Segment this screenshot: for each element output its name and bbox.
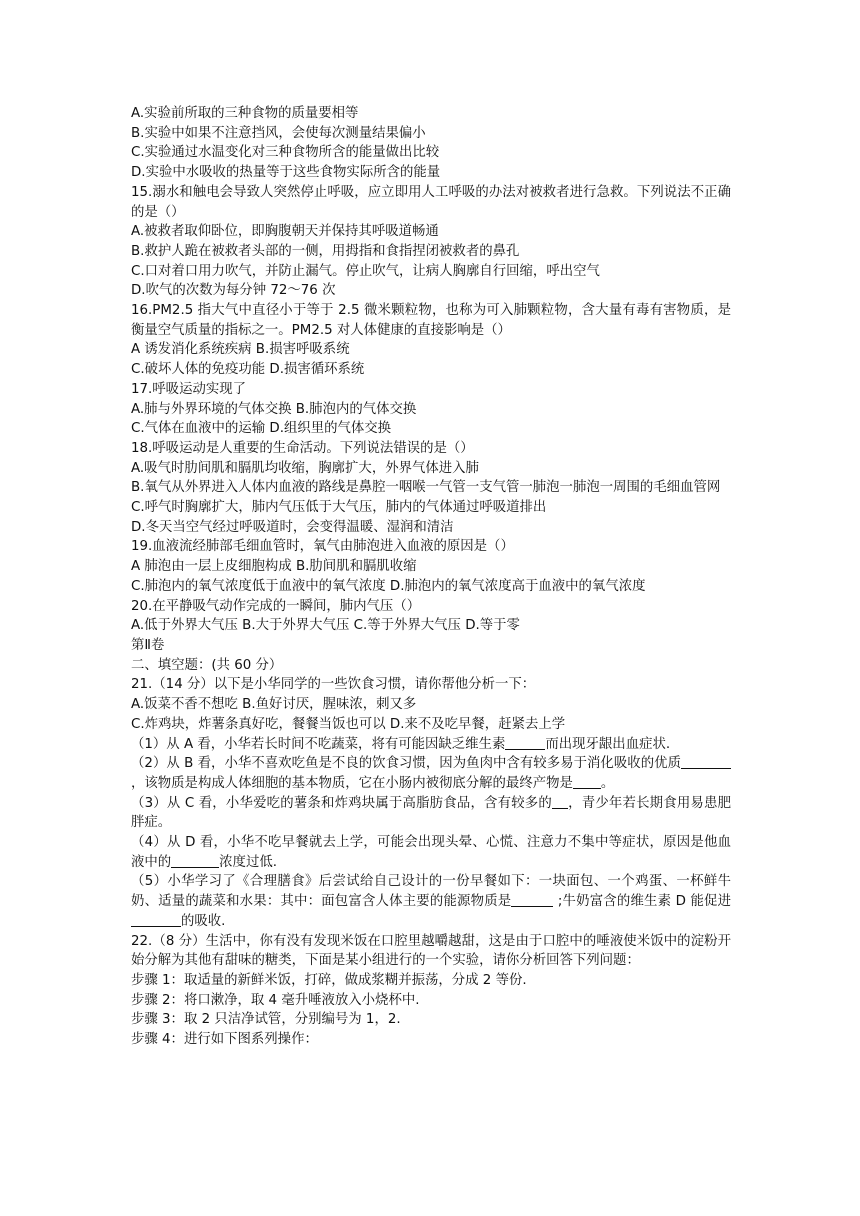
- q19-stem: 19.血液流经肺部毛细血管时，氧气由肺泡进入血液的原因是（）: [131, 539, 514, 555]
- q21-part-4: （4）从 D 看，小华不吃早餐就去上学，可能会出现头晕、心慌、注意力不集中等症状，原因是他血液中的 浓度过低.: [131, 835, 731, 870]
- fill-in-header: 二、填空题：(共 60 分）: [131, 657, 283, 673]
- q22-step-4: 步骤 4：进行如下图系列操作：: [131, 1032, 318, 1048]
- q22-step-3: 步骤 3：取 2 只洁净试管，分别编号为 1，2.: [131, 1012, 401, 1028]
- q15-option-a: A.被救者取仰卧位，即胸腹朝天并保持其呼吸道畅通: [131, 224, 439, 240]
- q19-options-cd: C.肺泡内的氧气浓度低于血液中的氧气浓度 D.肺泡内的氧气浓度高于血液中的氧气浓度: [131, 578, 646, 594]
- q21-part-1: （1）从 A 看，小华若长时间不吃蔬菜，将有可能因缺乏维生素 而出现牙龈出血症状.: [131, 736, 671, 752]
- answer-blank[interactable]: [573, 774, 601, 789]
- q21-options-ab: A.饭菜不香不想吃 B.鱼好讨厌，腥味浓，刺又多: [131, 697, 417, 713]
- q17-options-ab: A.肺与外界环境的气体交换 B.肺泡内的气体交换: [131, 401, 417, 417]
- answer-blank[interactable]: [171, 853, 219, 868]
- answer-blank[interactable]: [505, 735, 545, 750]
- q21-part-2: （2）从 B 看，小华不喜欢吃鱼是不良的饮食习惯，因为鱼肉中含有较多易于消化吸收的优质，该物质是构成人体细胞的基本物质，它在小肠内被彻底分解的最终产物是 。: [131, 754, 731, 793]
- q18-stem: 18.呼吸运动是人重要的生命活动。下列说法错误的是（）: [131, 440, 474, 456]
- q22-stem: 22.（8 分）生活中，你有没有发现米饭在口腔里越嚼越甜，这是由于口腔中的唾液使米饭中的淀粉开始分解为其他有甜味的糖类，下面是某小组进行的一个实验，请你分析回答下列问题：: [131, 933, 731, 969]
- q22-step-1: 步骤 1：取适量的新鲜米饭，打碎，做成浆糊并振荡，分成 2 等份.: [131, 972, 527, 988]
- q21-stem: 21.（14 分）以下是小华同学的一些饮食习惯，请你帮他分析一下：: [131, 677, 536, 693]
- q21-part-3: （3）从 C 看，小华爱吃的薯条和炸鸡块属于高脂肪食品，含有较多的 ，青少年若长期食用易患肥胖症。: [131, 795, 731, 831]
- section2-title: 第Ⅱ卷: [131, 637, 165, 653]
- q14-option-b: B.实验中如果不注意挡风，会使每次测量结果偏小: [131, 125, 426, 141]
- q16-options-cd: C.破坏人体的免疫功能 D.损害循环系统: [131, 362, 365, 378]
- q18-option-b: B.氧气从外界进入人体内血液的路线是鼻腔一咽喉一气管一支气管一肺泡一肺泡一周围的毛细血管网: [131, 480, 721, 496]
- q22-step-2: 步骤 2：将口漱净，取 4 毫升唾液放入小烧杯中.: [131, 992, 420, 1008]
- q16-options-ab: A 诱发消化系统疾病 B.损害呼吸系统: [131, 342, 350, 358]
- q15-option-b: B.救护人跪在被救者头部的一侧，用拇指和食指捏闭被救者的鼻孔: [131, 243, 520, 259]
- q16-stem: 16.PM2.5 指大气中直径小于等于 2.5 微米颗粒物，也称为可入肺颗粒物，含大量有毒有害物质，是衡量空气质量的指标之一。PM2.5 对人体健康的直接影响是（）: [131, 303, 731, 338]
- q14-option-c: C.实验通过水温变化对三种食物所含的能量做出比较: [131, 145, 440, 161]
- q19-options-ab: A 肺泡由一层上皮细胞构成 B.肋间肌和膈肌收缩: [131, 559, 417, 575]
- q21-options-cd: C.炸鸡块，炸薯条真好吃，餐餐当饭也可以 D.来不及吃早餐，赶紧去上学: [131, 716, 566, 732]
- answer-blank[interactable]: [552, 794, 568, 809]
- q20-options: A.低于外界大气压 B.大于外界大气压 C.等于外界大气压 D.等于零: [131, 618, 520, 634]
- q18-option-a: A.吸气时肋间肌和膈肌均收缩，胸廓扩大，外界气体进入肺: [131, 460, 479, 476]
- answer-blank[interactable]: [681, 754, 731, 769]
- q18-option-c: C.呼气时胸廓扩大，肺内气压低于大气压，肺内的气体通过呼吸道排出: [131, 500, 547, 516]
- exam-page: [131, 104, 731, 1050]
- q15-option-c: C.口对着口用力吹气，并防止漏气。停止吹气，让病人胸廓自行回缩，呼出空气: [131, 263, 600, 279]
- q15-stem: 15.溺水和触电会导致人突然停止呼吸，应立即用人工呼吸的办法对被救者进行急救。下列说法不正确的是（）: [131, 184, 731, 220]
- q17-stem: 17.呼吸运动实现了: [131, 381, 247, 397]
- answer-blank[interactable]: [131, 912, 181, 927]
- q14-option-d: D.实验中水吸收的热量等于这些食物实际所含的能量: [131, 165, 441, 181]
- q21-part-5: （5）小华学习了《合理膳食》后尝试给自己设计的一份早餐如下：一块面包、一个鸡蛋、一杯鲜牛奶、适量的蔬菜和水果：其中：面包富含人体主要的能源物质是 ;牛奶富含的维生素 D 能促进的吸收.: [131, 874, 732, 929]
- q15-option-d: D.吹气的次数为每分钟 72～76 次: [131, 283, 336, 299]
- q20-stem: 20.在平静吸气动作完成的一瞬间，肺内气压（）: [131, 598, 421, 614]
- q17-options-cd: C.气体在血液中的运输 D.组织里的气体交换: [131, 421, 392, 437]
- q14-option-a: A.实验前所取的三种食物的质量要相等: [131, 106, 359, 121]
- answer-blank[interactable]: [511, 892, 553, 907]
- q18-option-d: D.冬天当空气经过呼吸道时，会变得温暖、湿润和清洁: [131, 519, 454, 535]
